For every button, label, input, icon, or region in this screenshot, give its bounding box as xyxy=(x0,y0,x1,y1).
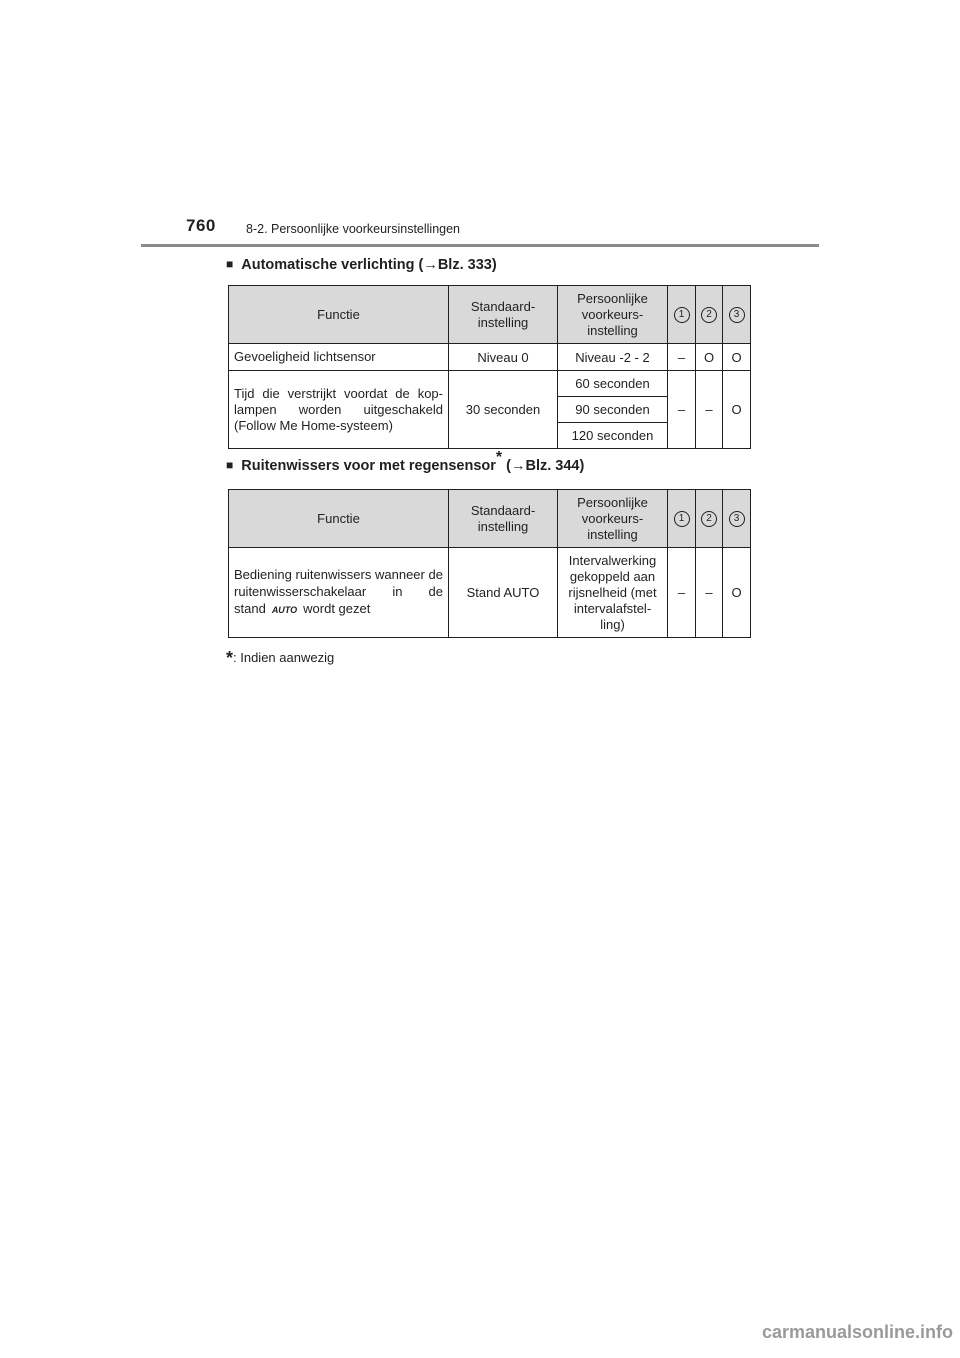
header-function: Functie xyxy=(229,286,449,344)
rain-sensor-wipers-table xyxy=(228,489,751,638)
cell-default: Niveau 0 xyxy=(449,344,558,371)
header-default-setting: Standaard-instelling xyxy=(449,286,558,344)
cell-function xyxy=(229,548,449,638)
cell-c1: – xyxy=(668,548,696,638)
table-header-row xyxy=(229,490,751,548)
header-personal-setting: Persoonlijke voorkeurs-instelling xyxy=(558,286,668,344)
header-personal-setting: Persoonlijke voorkeurs-instelling xyxy=(558,490,668,548)
cell-function: Gevoeligheid lichtsensor xyxy=(229,344,449,371)
circled-3-icon: 3 xyxy=(729,307,745,323)
cell-c3: O xyxy=(723,548,751,638)
cell-c2: – xyxy=(696,371,723,449)
section-title: 8-2. Persoonlijke voorkeursinstellingen xyxy=(246,222,461,236)
function-text-end: wordt gezet xyxy=(303,601,371,616)
circled-1-icon: 1 xyxy=(674,511,690,527)
cell-default: 30 seconden xyxy=(449,371,558,449)
header-default-setting: Standaard-instelling xyxy=(449,490,558,548)
cell-personal-option: 90 seconden xyxy=(558,397,668,423)
cell-personal: Intervalwerking gekoppeld aan rijsnelheid (met intervalafstel-ling) xyxy=(558,548,668,638)
auto-icon: AUTO xyxy=(271,605,298,615)
footnote-asterisk: * xyxy=(226,648,234,668)
cell-function: Tijd die verstrijkt voordat de kop-lampen worden uitgeschakeld (Follow Me Home-systeem) xyxy=(229,371,449,449)
cell-c2: – xyxy=(696,548,723,638)
automatic-lighting-table xyxy=(228,285,751,449)
header-col-3 xyxy=(723,286,751,344)
page-number: 760 xyxy=(186,216,216,235)
asterisk-marker: * xyxy=(495,449,503,467)
header-col-1 xyxy=(668,286,696,344)
cell-c1: – xyxy=(668,371,696,449)
header-col-3 xyxy=(723,490,751,548)
cell-c1: – xyxy=(668,344,696,371)
footnote xyxy=(226,646,334,667)
cell-personal-option: 60 seconden xyxy=(558,371,668,397)
footnote-text: : Indien aanwezig xyxy=(233,650,335,665)
section-heading-rain-sensor-wipers xyxy=(226,449,585,474)
section-heading-automatic-lighting xyxy=(226,257,497,273)
circled-2-icon: 2 xyxy=(701,307,717,323)
square-bullet-icon: ■ xyxy=(226,458,234,472)
header-divider xyxy=(141,244,819,247)
circled-1-icon: 1 xyxy=(674,307,690,323)
cell-c3: O xyxy=(723,344,751,371)
function-text: Bediening ruitenwissers wanneer de ruitenwisserschakelaar in de stand xyxy=(234,567,443,616)
watermark: carmanualsonline.info xyxy=(762,1322,954,1342)
header-col-2 xyxy=(696,490,723,548)
cell-personal: Niveau -2 - 2 xyxy=(558,344,668,371)
cell-c2: O xyxy=(696,344,723,371)
square-bullet-icon: ■ xyxy=(226,257,234,271)
heading-page-ref: (→Blz. 344) xyxy=(506,458,585,474)
table-row xyxy=(229,371,751,397)
heading-text: Ruitenwissers voor met regensensor xyxy=(241,458,496,474)
cell-default: Stand AUTO xyxy=(449,548,558,638)
header-col-2 xyxy=(696,286,723,344)
header-col-1 xyxy=(668,490,696,548)
table-header-row xyxy=(229,286,751,344)
circled-3-icon: 3 xyxy=(729,511,745,527)
heading-text: Automatische verlichting (→Blz. 333) xyxy=(241,257,497,273)
cell-c3: O xyxy=(723,371,751,449)
table-row xyxy=(229,344,751,371)
table-row xyxy=(229,548,751,638)
circled-2-icon: 2 xyxy=(701,511,717,527)
header-function: Functie xyxy=(229,490,449,548)
cell-personal-option: 120 seconden xyxy=(558,423,668,449)
